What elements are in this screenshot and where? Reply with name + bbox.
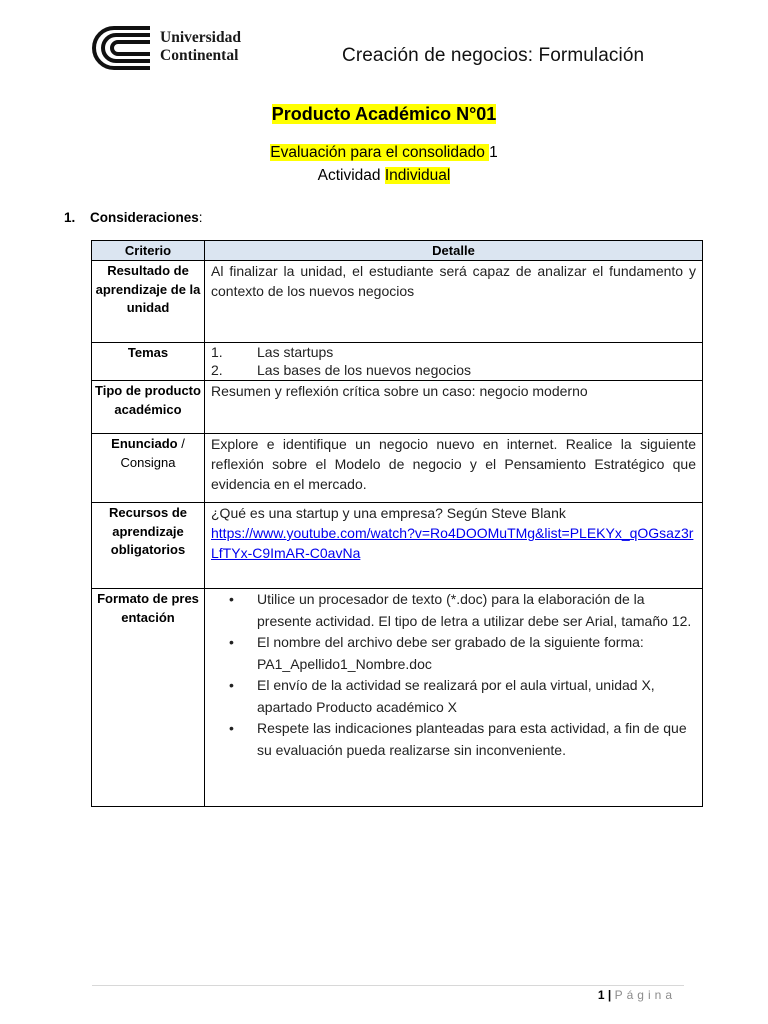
evaluation-text: Evaluación para el consolidado <box>270 144 490 161</box>
list-item <box>211 632 696 675</box>
topic-text: Las startups <box>257 344 334 360</box>
document-title: Creación de negocios: Formulación <box>342 45 645 66</box>
activity-line <box>0 167 768 185</box>
detail-topics <box>205 343 703 381</box>
bullet-text: El envío de la actividad se realizará por el aula virtual, unidad X, apartado Producto académico X <box>257 677 655 715</box>
list-item <box>211 718 696 761</box>
table-row <box>92 589 703 807</box>
evaluation-line <box>0 144 768 162</box>
detail-resources <box>205 503 703 589</box>
page-footer <box>598 988 676 1002</box>
criterion-format: Formato de presentación <box>92 589 205 807</box>
detail-learning-result: Al finalizar la unidad, el estudiante será capaz de analizar el fundamento y contexto de los nuevos negocios <box>205 261 703 343</box>
resource-title: ¿Qué es una startup y una empresa? Según Steve Blank <box>211 505 566 521</box>
statement-label-rest: / Consigna <box>120 436 185 470</box>
criterion-resources: Recursos de aprendizaje obligatorios <box>92 503 205 589</box>
topic-number: 1. <box>211 344 223 360</box>
page-number: 1 <box>597 988 605 1002</box>
format-list <box>211 589 696 761</box>
activity-prefix: Actividad <box>317 167 385 184</box>
detail-statement: Explore e identifique un negocio nuevo en internet. Realice la siguiente reflexión sobre el Modelo de negocio y el Pensamiento Estratégico que evidencia en el mercado. <box>205 434 703 503</box>
university-logo <box>92 26 262 70</box>
criterion-product-type: Tipo de producto académico <box>92 381 205 434</box>
table-row <box>92 261 703 343</box>
section-number: 1. <box>64 210 76 225</box>
resource-link[interactable]: https://www.youtube.com/watch?v=Ro4DOOMuTMg&list=PLEKYx_qOGsaz3rLfTYx-C9ImAR-C0avNa <box>211 525 694 561</box>
logo-line-1: Universidad <box>160 29 241 46</box>
table-row <box>92 343 703 381</box>
table-header-row <box>92 241 703 261</box>
considerations-table <box>91 240 703 807</box>
evaluation-number: 1 <box>489 144 498 161</box>
topic-item <box>211 361 696 379</box>
bullet-icon: • <box>229 591 234 607</box>
detail-format <box>205 589 703 807</box>
list-item <box>211 675 696 718</box>
product-heading-text: Producto Académico N°01 <box>271 104 497 124</box>
footer-divider <box>92 985 684 986</box>
table-row <box>92 503 703 589</box>
bullet-icon: • <box>229 634 234 650</box>
product-heading <box>0 104 768 125</box>
topic-item <box>211 343 696 361</box>
logo-emblem-icon <box>92 26 154 70</box>
criterion-statement <box>92 434 205 503</box>
detail-product-type: Resumen y reflexión crítica sobre un caso: negocio moderno <box>205 381 703 434</box>
logo-text <box>160 29 241 65</box>
bullet-text: Respete las indicaciones planteadas para esta actividad, a fin de que su evaluación pueda realizarse sin inconveniente. <box>257 720 687 758</box>
bullet-text: El nombre del archivo debe ser grabado de la siguiente forma: PA1_Apellido1_Nombre.doc <box>257 634 644 672</box>
statement-label: Enunciado <box>111 436 178 451</box>
header-detalle: Detalle <box>205 241 703 261</box>
table-row <box>92 434 703 503</box>
bullet-icon: • <box>229 677 234 693</box>
section-heading <box>64 210 203 225</box>
topic-text: Las bases de los nuevos negocios <box>257 362 472 378</box>
criterion-topics: Temas <box>92 343 205 381</box>
list-item <box>211 589 696 632</box>
bullet-icon: • <box>229 720 234 736</box>
section-title: Consideraciones <box>90 210 199 225</box>
bullet-text: Utilice un procesador de texto (*.doc) para la elaboración de la presente actividad. El tipo de letra a utilizar debe ser Arial, tamaño 12. <box>257 591 692 629</box>
header-criterio: Criterio <box>92 241 205 261</box>
page-word: Página <box>614 988 676 1002</box>
activity-type: Individual <box>384 167 451 184</box>
topic-number: 2. <box>211 362 223 378</box>
footer-separator: | <box>604 988 615 1002</box>
logo-line-2: Continental <box>160 47 239 64</box>
section-colon: : <box>198 210 203 225</box>
criterion-learning-result: Resultado de aprendizaje de la unidad <box>92 261 205 343</box>
table-row <box>92 381 703 434</box>
